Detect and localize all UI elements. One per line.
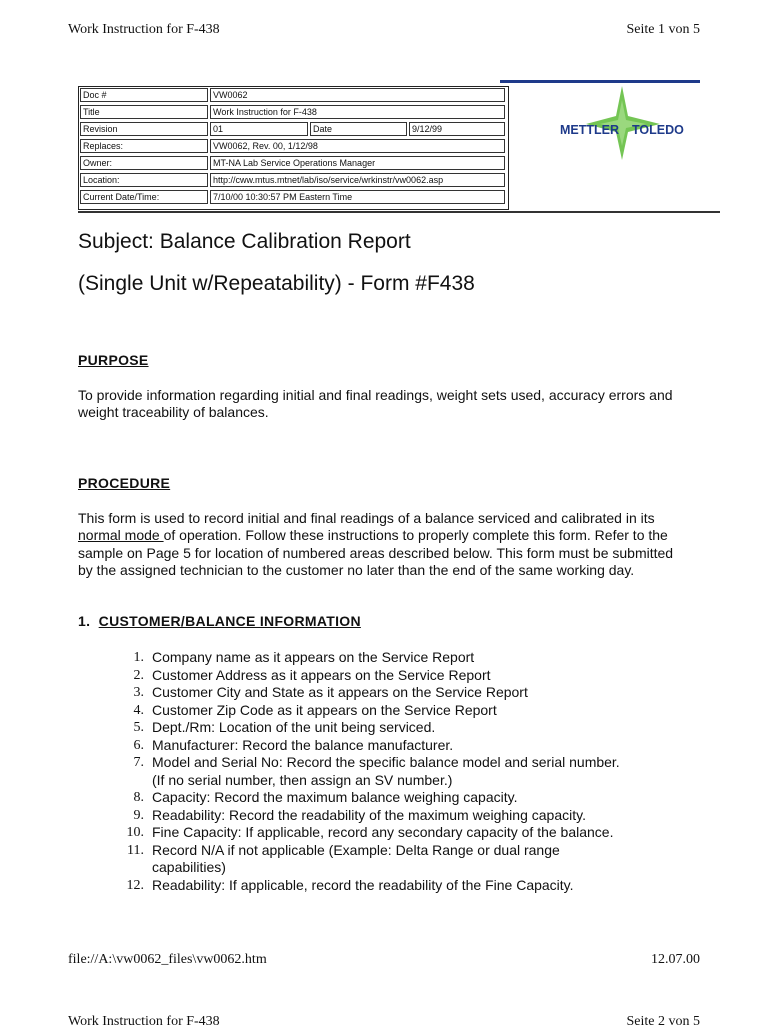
list-item (120, 842, 620, 877)
subject-line-2: (Single Unit w/Repeatability) - Form #F438 (78, 272, 475, 295)
page-header-page-number: Seite 1 von 5 (626, 22, 700, 37)
list-item-text: Company name as it appears on the Service Report (152, 649, 475, 665)
list-item-text: Customer Address as it appears on the Service Report (152, 666, 491, 683)
list-item (120, 649, 620, 667)
location-value: http://cww.mtus.mtnet/lab/iso/service/wrkinstr/vw0062.asp (210, 173, 505, 187)
list-item-number: 4. (133, 702, 144, 718)
list-item (120, 824, 620, 842)
list-item (120, 684, 620, 702)
list-item (120, 807, 620, 825)
subject-line-1: Subject: Balance Calibration Report (78, 230, 411, 253)
logo-left-text: METTLER (560, 123, 620, 137)
next-page-header-page-number: Seite 2 von 5 (626, 1014, 700, 1029)
logo-right-text: TOLEDO (632, 123, 684, 137)
owner-label: Owner: (80, 156, 208, 170)
section-1-title: CUSTOMER/BALANCE INFORMATION (98, 613, 361, 629)
list-item-text: Dept./Rm: Location of the unit being serviced. (152, 719, 436, 735)
list-item-text: Readability: If applicable, record the readability of the Fine Capacity. (152, 876, 574, 893)
location-label: Location: (80, 173, 208, 187)
current-datetime-label: Current Date/Time: (80, 190, 208, 204)
list-item-number: 11. (127, 842, 144, 858)
title-label: Title (80, 105, 208, 119)
replaces-value: VW0062, Rev. 00, 1/12/98 (210, 139, 505, 153)
date-value: 9/12/99 (409, 122, 505, 136)
page-footer-path: file://A:\vw0062_files\vw0062.htm (68, 952, 267, 967)
document-info-table (78, 86, 509, 210)
list-item-number: 2. (133, 667, 144, 683)
next-page-header-title: Work Instruction for F-438 (68, 1014, 220, 1029)
procedure-text-normal-mode: normal mode (78, 527, 164, 544)
list-item-number: 12. (126, 877, 144, 893)
list-item-number: 1. (133, 650, 144, 665)
list-item-text: Fine Capacity: If applicable, record any secondary capacity of the balance. (152, 824, 614, 840)
doc-label: Doc # (80, 88, 208, 102)
replaces-label: Replaces: (80, 139, 208, 153)
procedure-text (78, 510, 678, 579)
owner-value: MT-NA Lab Service Operations Manager (210, 156, 505, 170)
list-item-number: 5. (133, 720, 144, 735)
page-footer-date: 12.07.00 (651, 952, 700, 967)
list-item (120, 789, 620, 807)
list-item-number: 10. (126, 825, 144, 840)
list-item (120, 719, 620, 737)
header-divider (78, 211, 720, 213)
list-item-number: 3. (133, 685, 144, 700)
revision-label: Revision (80, 122, 208, 136)
section-1-number: 1. (78, 613, 91, 629)
list-item (120, 877, 620, 895)
doc-value: VW0062 (210, 88, 505, 102)
purpose-text: To provide information regarding initial and final readings, weight sets used, accuracy errors and weight traceability of balances. (78, 387, 673, 421)
section-1-heading (78, 613, 361, 629)
list-item-text: Model and Serial No: Record the specific balance model and serial number. (If no serial number, then assign an SV number.) (152, 754, 620, 788)
current-datetime-value: 7/10/00 10:30:57 PM Eastern Time (210, 190, 505, 204)
date-label: Date (310, 122, 407, 136)
procedure-text-start: This form is used to record initial and final readings of a balance serviced and calibrated in its (78, 510, 655, 526)
list-item-text: Record N/A if not applicable (Example: Delta Range or dual range capabilities) (152, 841, 560, 875)
title-value: Work Instruction for F-438 (210, 105, 505, 119)
purpose-heading: PURPOSE (78, 352, 149, 368)
list-item-number: 9. (133, 807, 144, 823)
list-item-text: Readability: Record the readability of the maximum weighing capacity. (152, 806, 586, 823)
list-item-text: Capacity: Record the maximum balance weighing capacity. (152, 789, 518, 805)
list-item-text: Customer City and State as it appears on the Service Report (152, 684, 528, 700)
list-item (120, 754, 620, 789)
list-item-number: 7. (133, 755, 144, 770)
list-item (120, 667, 620, 685)
list-item-text: Customer Zip Code as it appears on the Service Report (152, 701, 497, 718)
list-item-number: 6. (133, 737, 144, 753)
procedure-heading: PROCEDURE (78, 475, 171, 491)
list-item-number: 8. (133, 790, 144, 805)
revision-value: 01 (210, 122, 308, 136)
list-item (120, 702, 620, 720)
procedure-text-end: of operation. Follow these instructions to properly complete this form. Refer to the sample on Page 5 for location of numbered areas described below. This form must be submitted by the assigned technician to the customer no later than the end of the same working day. (78, 527, 674, 578)
list-item (120, 737, 620, 755)
list-item-text: Manufacturer: Record the balance manufacturer. (152, 736, 454, 753)
mettler-toledo-logo (500, 80, 700, 212)
logo-graphic (500, 80, 700, 212)
customer-info-list (120, 649, 620, 894)
page-header-title: Work Instruction for F-438 (68, 22, 220, 37)
